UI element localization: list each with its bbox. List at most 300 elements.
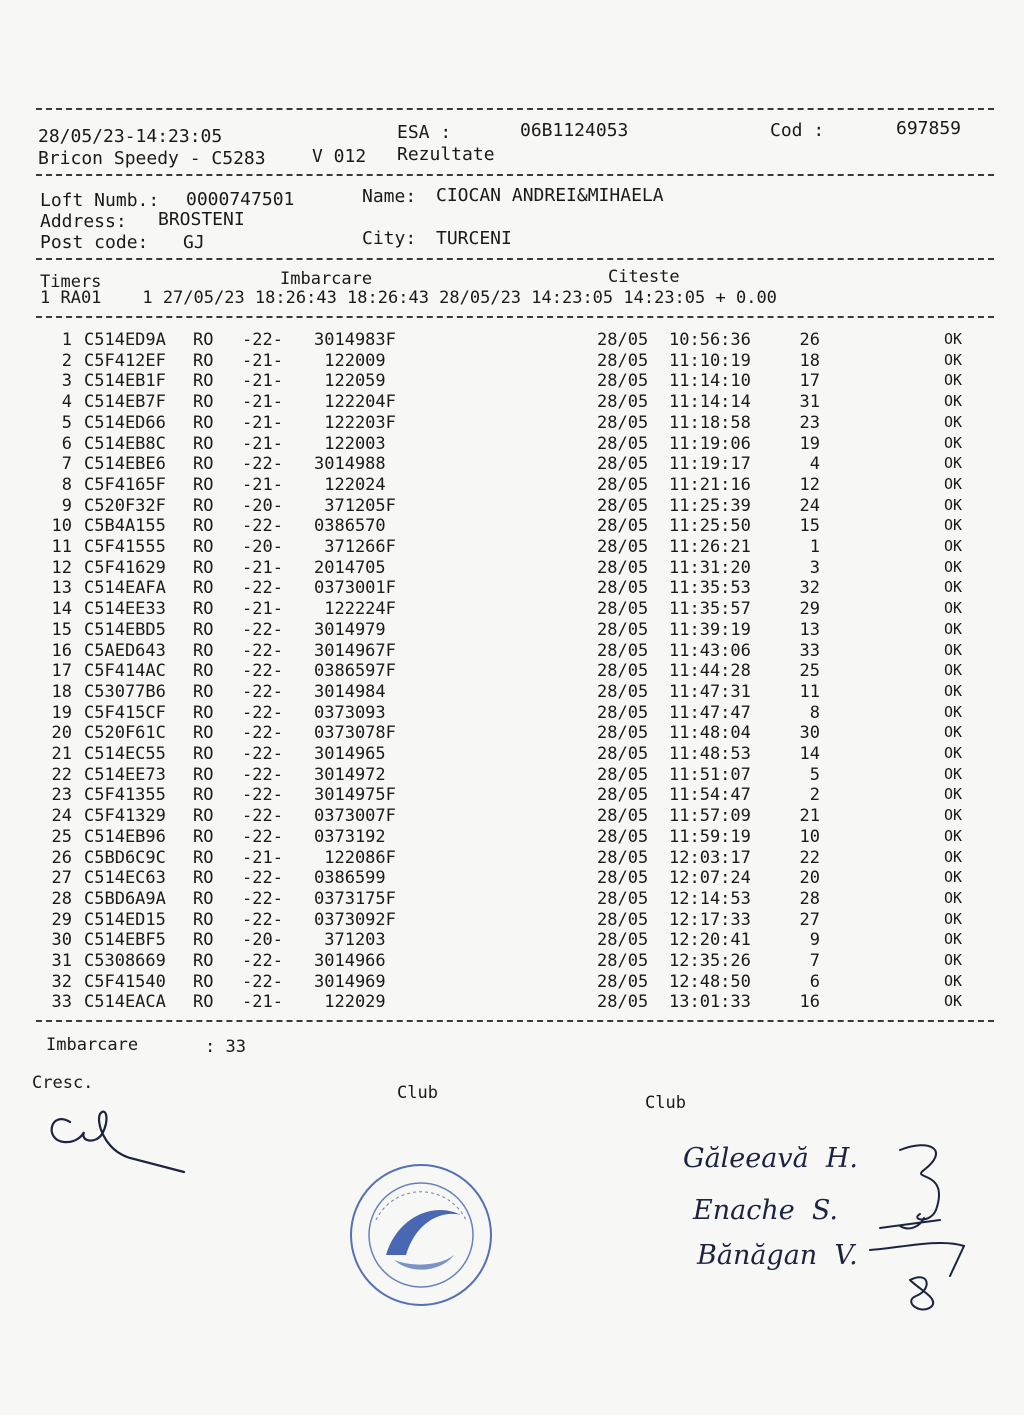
arrival-time: 11:44:28 (669, 661, 751, 682)
arrival-date: 28/05 (597, 371, 649, 392)
ring-code: C5308669 (84, 951, 166, 971)
esa-value: 06B1124053 (520, 120, 629, 141)
arrival-date: 28/05 (597, 619, 649, 640)
ring-code: C514EACA (84, 992, 166, 1013)
ring-year: -20- (242, 930, 283, 951)
table-row (0, 620, 1024, 640)
status-badge: OK (944, 454, 963, 473)
loft-label: Loft Numb.: (40, 190, 160, 211)
ring-year: -22- (242, 661, 283, 682)
ring-year: -20- (242, 537, 283, 557)
ring-code: C514EB8C (84, 433, 166, 454)
ring-code: C514EE33 (84, 599, 166, 620)
ring-country: RO (193, 412, 214, 433)
table-row (0, 371, 1024, 391)
ring-serial: 0373078F (314, 723, 396, 744)
status-badge: OK (944, 971, 963, 990)
ring-year: -21- (242, 599, 283, 620)
basket-position: 22 (799, 847, 820, 868)
arrival-date: 28/05 (597, 847, 649, 868)
status-badge: OK (944, 951, 963, 969)
arrival-time: 11:19:06 (669, 433, 751, 454)
ring-year: -21- (242, 350, 283, 371)
ring-code: C5AED643 (84, 640, 166, 661)
basket-position: 31 (799, 392, 820, 413)
table-row (0, 661, 1024, 681)
ring-country: RO (193, 723, 214, 744)
arrival-date: 28/05 (597, 992, 649, 1013)
status-badge: OK (944, 806, 963, 825)
ring-code: C5F412EF (84, 350, 166, 371)
arrival-time: 11:43:06 (669, 640, 751, 661)
row-index: 11 (51, 537, 72, 557)
basket-position: 26 (799, 330, 820, 350)
ring-serial: 122203F (314, 412, 396, 433)
arrival-date: 28/05 (597, 888, 649, 909)
ring-year: -21- (242, 392, 283, 413)
arrival-time: 11:18:58 (669, 412, 751, 433)
ring-country: RO (193, 971, 214, 992)
club-label-1: Club (397, 1083, 438, 1103)
arrival-time: 10:56:36 (669, 330, 751, 350)
arrival-date: 28/05 (597, 350, 649, 371)
row-index: 33 (51, 992, 72, 1013)
ring-country: RO (193, 744, 214, 764)
ring-serial: 122059 (314, 371, 386, 392)
address-value: BROSTENI (158, 209, 245, 230)
basket-position: 3 (809, 557, 820, 578)
row-index: 5 (61, 412, 72, 433)
row-index: 28 (51, 888, 72, 909)
table-row (0, 827, 1024, 847)
ring-country: RO (193, 350, 214, 371)
basket-position: 9 (809, 930, 820, 951)
ring-code: C514ED66 (84, 412, 166, 433)
ring-year: -22- (242, 806, 283, 827)
status-badge: OK (944, 930, 963, 949)
arrival-time: 11:14:14 (669, 392, 751, 413)
table-row (0, 972, 1024, 992)
report-type: Rezultate (397, 144, 495, 165)
status-badge: OK (944, 599, 963, 618)
ring-year: -22- (242, 868, 283, 889)
arrival-date: 28/05 (597, 971, 649, 992)
ring-serial: 3014984 (314, 681, 386, 702)
status-badge: OK (944, 392, 963, 411)
signature-line-3: Bănăgan V. (697, 1240, 858, 1271)
basket-position: 28 (799, 888, 820, 909)
ring-country: RO (193, 557, 214, 578)
row-index: 10 (51, 516, 72, 537)
city-value: TURCENI (436, 228, 512, 249)
status-badge: OK (944, 661, 963, 680)
cod-label: Cod : (770, 120, 825, 141)
basket-position: 29 (799, 599, 820, 620)
ring-serial: 3014975F (314, 785, 396, 806)
ring-country: RO (193, 599, 214, 620)
ring-serial: 0386570 (314, 516, 386, 537)
status-badge: OK (944, 433, 963, 452)
arrival-time: 11:10:19 (669, 350, 751, 371)
row-index: 25 (51, 826, 72, 847)
basket-position: 11 (799, 681, 820, 702)
ring-year: -22- (242, 785, 283, 806)
basket-position: 25 (799, 661, 820, 682)
ring-code: C514EBE6 (84, 454, 166, 475)
arrival-time: 11:54:47 (669, 785, 751, 806)
ring-code: C5F414AC (84, 661, 166, 682)
status-badge: OK (944, 330, 963, 348)
ring-serial: 3014965 (314, 744, 386, 764)
row-index: 18 (51, 681, 72, 702)
ring-serial: 0373001F (314, 578, 396, 599)
ring-serial: 0373007F (314, 806, 396, 827)
basket-position: 10 (799, 826, 820, 847)
ring-country: RO (193, 764, 214, 785)
status-badge: OK (944, 578, 963, 597)
ring-country: RO (193, 992, 214, 1013)
arrival-time: 11:59:19 (669, 826, 751, 847)
basket-position: 2 (809, 785, 820, 806)
ring-serial: 122204F (314, 392, 396, 413)
status-badge: OK (944, 640, 963, 659)
arrival-date: 28/05 (597, 951, 649, 971)
ring-serial: 0373175F (314, 888, 396, 909)
row-index: 12 (51, 557, 72, 578)
status-badge: OK (944, 992, 963, 1011)
basket-position: 6 (809, 971, 820, 992)
row-index: 7 (61, 454, 72, 475)
status-badge: OK (944, 702, 963, 721)
basket-position: 27 (799, 909, 820, 930)
row-index: 3 (61, 371, 72, 392)
ring-code: C5BD6A9A (84, 888, 166, 909)
ring-code: C5F41555 (84, 537, 166, 557)
arrival-date: 28/05 (597, 868, 649, 889)
arrival-time: 11:19:17 (669, 454, 751, 475)
citeste-header: Citeste (608, 267, 680, 287)
status-badge: OK (944, 826, 963, 845)
ring-year: -22- (242, 702, 283, 723)
arrival-time: 12:03:17 (669, 847, 751, 868)
breeder-signature (40, 1100, 200, 1180)
row-index: 27 (51, 868, 72, 889)
arrival-date: 28/05 (597, 806, 649, 827)
ring-country: RO (193, 702, 214, 723)
table-row (0, 537, 1024, 557)
arrival-time: 12:48:50 (669, 971, 751, 992)
federation-stamp-icon (346, 1160, 496, 1310)
status-badge: OK (944, 847, 963, 866)
basket-position: 17 (799, 371, 820, 392)
ring-serial: 2014705 (314, 557, 386, 578)
arrival-date: 28/05 (597, 557, 649, 578)
table-row (0, 330, 1024, 350)
ring-serial: 371266F (314, 537, 396, 557)
table-row (0, 682, 1024, 702)
table-row (0, 703, 1024, 723)
ring-code: C5F41355 (84, 785, 166, 806)
ring-year: -21- (242, 557, 283, 578)
ring-year: -21- (242, 412, 283, 433)
ring-code: C520F32F (84, 495, 166, 516)
ring-year: -22- (242, 619, 283, 640)
ring-code: C5F41540 (84, 971, 166, 992)
arrival-date: 28/05 (597, 537, 649, 557)
city-label: City: (362, 228, 417, 249)
ring-year: -22- (242, 681, 283, 702)
table-row (0, 434, 1024, 454)
ring-country: RO (193, 371, 214, 392)
status-badge: OK (944, 888, 963, 907)
ring-code: C5F41329 (84, 806, 166, 827)
ring-serial: 122003 (314, 433, 386, 454)
ring-year: -22- (242, 951, 283, 971)
ring-code: C514ED9A (84, 330, 166, 350)
table-row (0, 641, 1024, 661)
device-version: V 012 (312, 146, 367, 167)
arrival-time: 11:25:50 (669, 516, 751, 537)
arrival-date: 28/05 (597, 909, 649, 930)
divider (36, 316, 994, 318)
status-badge: OK (944, 495, 963, 514)
ring-code: C514EB96 (84, 826, 166, 847)
ring-code: C514EBF5 (84, 930, 166, 951)
status-badge: OK (944, 681, 963, 700)
row-index: 17 (51, 661, 72, 682)
table-row (0, 496, 1024, 516)
basket-position: 21 (799, 806, 820, 827)
esa-label: ESA : (397, 122, 452, 143)
ring-code: C514EB7F (84, 392, 166, 413)
divider (36, 108, 994, 110)
table-row (0, 558, 1024, 578)
ring-code: C514EC63 (84, 868, 166, 889)
basket-position: 5 (809, 764, 820, 785)
ring-serial: 3014966 (314, 951, 386, 971)
table-row (0, 806, 1024, 826)
ring-serial: 122009 (314, 350, 386, 371)
imbarcare-header: Imbarcare (280, 269, 373, 289)
status-badge: OK (944, 474, 963, 493)
ring-serial: 122024 (314, 474, 386, 495)
ring-serial: 371203 (314, 930, 386, 951)
basket-position: 32 (799, 578, 820, 599)
postcode-value: GJ (183, 232, 205, 253)
table-row (0, 744, 1024, 764)
ring-country: RO (193, 930, 214, 951)
print-datetime: 28/05/23-14:23:05 (38, 126, 223, 147)
ring-year: -22- (242, 971, 283, 992)
ring-code: C514EBD5 (84, 619, 166, 640)
ring-code: C5BD6C9C (84, 847, 166, 868)
basket-position: 20 (799, 868, 820, 889)
ring-country: RO (193, 826, 214, 847)
arrival-time: 11:51:07 (669, 764, 751, 785)
ring-country: RO (193, 516, 214, 537)
ring-country: RO (193, 868, 214, 889)
signature-marks (840, 1130, 980, 1320)
basket-position: 4 (809, 454, 820, 475)
arrival-date: 28/05 (597, 516, 649, 537)
address-label: Address: (40, 211, 127, 232)
ring-country: RO (193, 495, 214, 516)
imbarcare-total-value: : 33 (205, 1037, 246, 1057)
ring-code: C514EAFA (84, 578, 166, 599)
ring-code: C5F415CF (84, 702, 166, 723)
ring-year: -22- (242, 888, 283, 909)
table-row (0, 889, 1024, 909)
row-index: 2 (61, 350, 72, 371)
arrival-time: 12:17:33 (669, 909, 751, 930)
status-badge: OK (944, 516, 963, 535)
ring-serial: 0373092F (314, 909, 396, 930)
signature-line-2: Enache S. (693, 1195, 838, 1226)
ring-year: -22- (242, 330, 283, 350)
status-badge: OK (944, 764, 963, 783)
ring-country: RO (193, 909, 214, 930)
arrival-date: 28/05 (597, 723, 649, 744)
postcode-label: Post code: (40, 232, 149, 253)
status-badge: OK (944, 744, 963, 762)
table-row (0, 848, 1024, 868)
imbarcare-total-label: Imbarcare (46, 1035, 139, 1055)
signature-line-1: Găleeavă H. (683, 1143, 858, 1174)
ring-country: RO (193, 951, 214, 971)
ring-year: -21- (242, 474, 283, 495)
basket-position: 12 (799, 474, 820, 495)
status-badge: OK (944, 350, 963, 369)
arrival-time: 11:47:31 (669, 681, 751, 702)
arrival-time: 11:35:53 (669, 578, 751, 599)
ring-country: RO (193, 785, 214, 806)
arrival-date: 28/05 (597, 412, 649, 433)
ring-country: RO (193, 640, 214, 661)
ring-country: RO (193, 433, 214, 454)
ring-country: RO (193, 392, 214, 413)
cod-value: 697859 (896, 118, 962, 139)
ring-year: -20- (242, 495, 283, 516)
timer-line: 1 RA01 1 27/05/23 18:26:43 18:26:43 28/05/23 14:23:05 14:23:05 + 0.00 (40, 288, 777, 308)
ring-serial: 3014969 (314, 971, 386, 992)
basket-position: 13 (799, 619, 820, 640)
arrival-time: 12:20:41 (669, 930, 751, 951)
row-index: 29 (51, 909, 72, 930)
ring-serial: 122086F (314, 847, 396, 868)
arrival-date: 28/05 (597, 930, 649, 951)
row-index: 22 (51, 764, 72, 785)
table-row (0, 951, 1024, 971)
arrival-time: 12:14:53 (669, 888, 751, 909)
status-badge: OK (944, 557, 963, 576)
name-label: Name: (362, 186, 417, 207)
table-row (0, 392, 1024, 412)
table-row (0, 930, 1024, 950)
basket-position: 1 (809, 537, 820, 557)
arrival-date: 28/05 (597, 785, 649, 806)
table-row (0, 454, 1024, 474)
arrival-time: 12:35:26 (669, 951, 751, 971)
ring-year: -22- (242, 909, 283, 930)
ring-country: RO (193, 537, 214, 557)
ring-year: -22- (242, 723, 283, 744)
arrival-date: 28/05 (597, 392, 649, 413)
row-index: 6 (61, 433, 72, 454)
arrival-date: 28/05 (597, 474, 649, 495)
arrival-date: 28/05 (597, 433, 649, 454)
arrival-date: 28/05 (597, 495, 649, 516)
basket-position: 23 (799, 412, 820, 433)
row-index: 23 (51, 785, 72, 806)
basket-position: 8 (809, 702, 820, 723)
fancier-name: CIOCAN ANDREI&MIHAELA (436, 185, 664, 206)
ring-country: RO (193, 681, 214, 702)
ring-country: RO (193, 661, 214, 682)
ring-serial: 122224F (314, 599, 396, 620)
arrival-date: 28/05 (597, 599, 649, 620)
table-row (0, 351, 1024, 371)
row-index: 20 (51, 723, 72, 744)
ring-serial: 3014983F (314, 330, 396, 350)
status-badge: OK (944, 785, 963, 804)
row-index: 14 (51, 599, 72, 620)
ring-year: -21- (242, 433, 283, 454)
arrival-time: 11:26:21 (669, 537, 751, 557)
ring-serial: 3014972 (314, 764, 386, 785)
basket-position: 33 (799, 640, 820, 661)
ring-year: -22- (242, 764, 283, 785)
basket-position: 15 (799, 516, 820, 537)
ring-code: C514EE73 (84, 764, 166, 785)
ring-year: -22- (242, 578, 283, 599)
status-badge: OK (944, 868, 963, 887)
cresc-label: Cresc. (32, 1073, 94, 1093)
basket-position: 24 (799, 495, 820, 516)
basket-position: 14 (799, 744, 820, 764)
timers-label: Timers (40, 272, 102, 292)
row-index: 21 (51, 744, 72, 764)
basket-position: 7 (809, 951, 820, 971)
ring-year: -22- (242, 640, 283, 661)
ring-serial: 122029 (314, 992, 386, 1013)
arrival-date: 28/05 (597, 661, 649, 682)
basket-position: 30 (799, 723, 820, 744)
ring-year: -22- (242, 826, 283, 847)
status-badge: OK (944, 371, 963, 390)
arrival-date: 28/05 (597, 578, 649, 599)
arrival-time: 11:14:10 (669, 371, 751, 392)
table-row (0, 785, 1024, 805)
status-badge: OK (944, 723, 963, 742)
arrival-date: 28/05 (597, 681, 649, 702)
ring-code: C5F4165F (84, 474, 166, 495)
ring-code: C520F61C (84, 723, 166, 744)
table-row (0, 599, 1024, 619)
table-row (0, 516, 1024, 536)
ring-country: RO (193, 847, 214, 868)
arrival-date: 28/05 (597, 640, 649, 661)
ring-year: -22- (242, 454, 283, 475)
ring-serial: 0373093 (314, 702, 386, 723)
table-row (0, 578, 1024, 598)
club-label-2: Club (645, 1093, 686, 1113)
arrival-date: 28/05 (597, 764, 649, 785)
ring-serial: 3014967F (314, 640, 396, 661)
table-row (0, 910, 1024, 930)
row-index: 30 (51, 930, 72, 951)
arrival-date: 28/05 (597, 744, 649, 764)
arrival-time: 12:07:24 (669, 868, 751, 889)
